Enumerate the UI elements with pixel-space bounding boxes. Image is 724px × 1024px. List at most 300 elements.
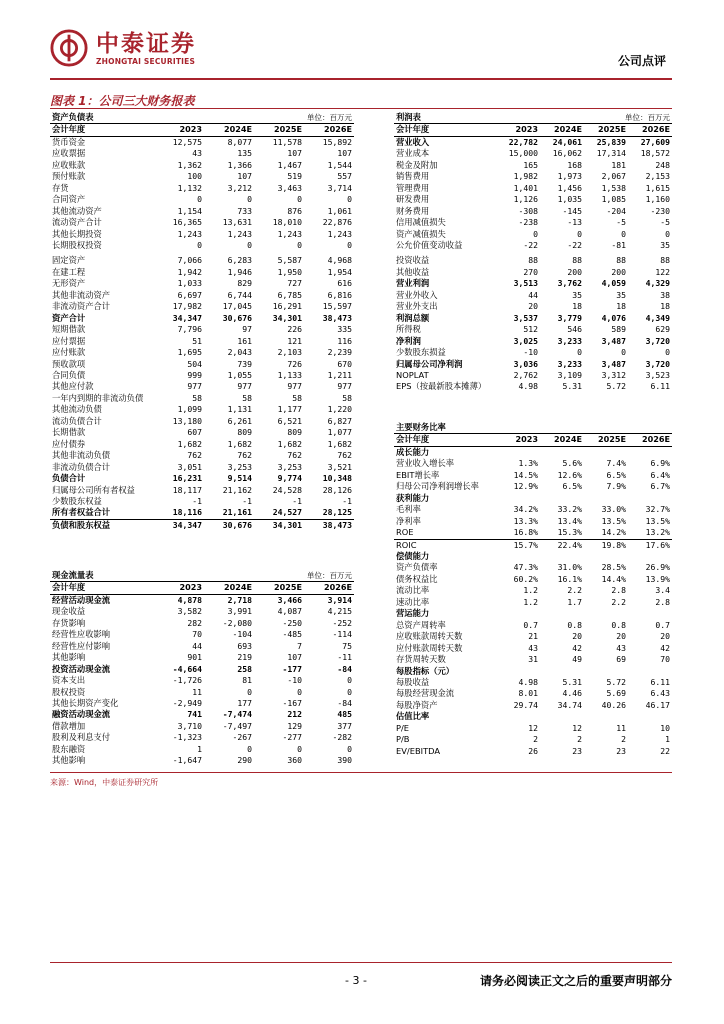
cell-value: 47.3% xyxy=(513,562,539,573)
cell-value: 1,467 xyxy=(277,159,302,170)
cell-value: 1,160 xyxy=(645,194,671,205)
row-label: 毛利率 xyxy=(396,504,421,515)
cell-value: -22 xyxy=(523,239,538,250)
cell-value: 4,087 xyxy=(277,606,302,617)
cell-value xyxy=(584,551,628,562)
cell-value: 726 xyxy=(287,358,302,369)
cell-value: -2,080 xyxy=(222,617,252,628)
table-row xyxy=(394,206,672,217)
cell-value: 876 xyxy=(287,205,302,216)
table-row xyxy=(394,148,672,159)
cell-value: 34.2% xyxy=(513,504,539,515)
column-header: 会计年度 xyxy=(394,434,500,446)
cell-value: 762 xyxy=(237,450,252,461)
cell-value: 6.7% xyxy=(650,481,671,492)
cell-value: 24,061 xyxy=(552,136,582,147)
cell-value: 589 xyxy=(611,324,626,335)
row-label: 应付账款 xyxy=(52,347,86,358)
cell-value: 1.7 xyxy=(567,596,583,607)
table-row xyxy=(50,370,354,381)
cell-value: 5.69 xyxy=(606,688,627,699)
row-label: 每股收益 xyxy=(396,676,430,687)
row-label: 货币资金 xyxy=(52,136,86,147)
table-row xyxy=(394,723,672,734)
row-label: 负债和股东权益 xyxy=(50,519,158,531)
column-header: 2024E xyxy=(204,582,254,594)
cell-value: 4,349 xyxy=(645,312,671,323)
row-label: 归母公司净利润增长率 xyxy=(396,481,479,492)
cell-value: 34.74 xyxy=(557,699,583,710)
row-label: 应收账款周转天数 xyxy=(396,631,463,642)
cell-value: 17,045 xyxy=(222,301,252,312)
row-label: 流动负债合计 xyxy=(52,415,102,426)
cell-value: 5.6% xyxy=(562,458,583,469)
table-row xyxy=(394,336,672,347)
table-row xyxy=(394,700,672,711)
table-row xyxy=(50,404,354,415)
cell-value: 19.8% xyxy=(584,539,628,551)
table-row xyxy=(50,709,354,720)
cell-value: 21,161 xyxy=(222,507,252,518)
cell-value: 616 xyxy=(337,278,353,289)
row-label: 债务权益比 xyxy=(396,573,438,584)
cell-value: 0 xyxy=(347,686,353,697)
table-row xyxy=(394,574,672,585)
row-label: 其他收益 xyxy=(396,266,430,277)
cell-value: 670 xyxy=(337,358,353,369)
cell-value: 7,066 xyxy=(177,255,202,266)
cell-value: -145 xyxy=(562,205,582,216)
table-header-row xyxy=(394,124,672,136)
cell-value: 360 xyxy=(287,755,302,766)
logo-chinese-name: 中泰证券 xyxy=(96,30,196,57)
cell-value: 15.3% xyxy=(557,527,583,538)
table-row xyxy=(394,301,672,312)
cell-value: 10 xyxy=(660,722,671,733)
cell-value: 0 xyxy=(533,228,538,239)
cell-value xyxy=(628,666,672,677)
cell-value: 177 xyxy=(237,697,252,708)
cell-value: 6.9% xyxy=(650,458,671,469)
cell-value: 977 xyxy=(237,381,252,392)
cell-value: 26.9% xyxy=(645,562,671,573)
cell-value xyxy=(628,493,672,504)
cell-value: 3,537 xyxy=(513,312,538,323)
cell-value: 2,067 xyxy=(601,171,626,182)
cell-value: -2,949 xyxy=(172,697,202,708)
cell-value: 0.8 xyxy=(611,619,627,630)
cell-value: -204 xyxy=(606,205,626,216)
cell-value: 0 xyxy=(665,228,671,239)
cell-value xyxy=(540,608,584,619)
row-label: 股权投资 xyxy=(52,686,86,697)
cell-value: 16,291 xyxy=(272,301,302,312)
cell-value xyxy=(500,551,540,562)
row-label: 营业外收入 xyxy=(396,289,438,300)
cell-value: 20 xyxy=(660,631,671,642)
cell-value: 5.31 xyxy=(562,676,583,687)
table-row xyxy=(50,267,354,278)
row-label: 利润总额 xyxy=(396,312,430,323)
cell-value xyxy=(540,666,584,677)
cell-value: 15,000 xyxy=(508,148,538,159)
cell-value: 34,347 xyxy=(172,312,202,323)
cell-value: -5 xyxy=(616,217,626,228)
row-label: 存货影响 xyxy=(52,617,86,628)
cell-value: 0 xyxy=(347,743,353,754)
cell-value: 14.2% xyxy=(601,527,627,538)
column-header: 2025E xyxy=(254,582,304,594)
table-row xyxy=(50,240,354,251)
cell-value: 25,839 xyxy=(596,136,626,147)
cell-value: -22 xyxy=(567,239,582,250)
table-row xyxy=(394,677,672,688)
column-header: 2024E xyxy=(540,124,584,136)
cell-value: 31.0% xyxy=(557,562,583,573)
cell-value xyxy=(540,446,584,458)
cell-value: 6,744 xyxy=(227,289,252,300)
cell-value: 88 xyxy=(528,255,538,266)
cell-value: 7.4% xyxy=(606,458,627,469)
cell-value: 2,103 xyxy=(277,347,302,358)
table-header-row xyxy=(50,124,354,136)
cell-value: -4,664 xyxy=(172,663,202,674)
row-label: 借款增加 xyxy=(52,720,86,731)
table-row xyxy=(394,481,672,492)
cell-value: 762 xyxy=(287,450,302,461)
column-header: 2026E xyxy=(304,582,354,594)
cell-value: 15,597 xyxy=(322,301,353,312)
cell-value: 1,099 xyxy=(177,404,202,415)
cell-value: -282 xyxy=(332,732,353,743)
row-label: 存货周转天数 xyxy=(396,654,446,665)
row-label: ROIC xyxy=(394,539,500,551)
cell-value: 3,714 xyxy=(327,182,353,193)
cell-value: 13.9% xyxy=(645,573,671,584)
row-label: 预付账款 xyxy=(52,171,86,182)
cell-value: 17,982 xyxy=(172,301,202,312)
cell-value: 21,162 xyxy=(222,484,252,495)
cell-value: 3,710 xyxy=(177,720,202,731)
cell-value: 75 xyxy=(342,640,353,651)
column-header: 会计年度 xyxy=(394,124,500,136)
cell-value: -7,474 xyxy=(222,709,252,720)
table-title: 现金流量表 xyxy=(50,570,204,582)
row-label: 获利能力 xyxy=(396,492,430,503)
cell-value: 165 xyxy=(523,159,538,170)
footer-divider xyxy=(50,962,672,963)
cell-value xyxy=(500,666,540,677)
cell-value: 629 xyxy=(655,324,671,335)
table-title: 利润表 xyxy=(394,112,540,124)
table-row xyxy=(394,620,672,631)
table-row xyxy=(394,597,672,608)
cell-value: 3,779 xyxy=(557,312,582,323)
row-label: EV/EBITDA xyxy=(396,745,441,756)
row-label: 净利润 xyxy=(396,335,421,346)
cell-value: 1,615 xyxy=(645,182,671,193)
cell-value: -10 xyxy=(523,347,538,358)
cell-value: 46.17 xyxy=(645,699,671,710)
row-label: 一年内到期的非流动负债 xyxy=(52,392,144,403)
cell-value: 1,131 xyxy=(227,404,252,415)
table-row xyxy=(50,629,354,640)
cell-value: 2.2 xyxy=(611,596,627,607)
cell-value: 335 xyxy=(337,324,353,335)
cell-value: 12.9% xyxy=(513,481,539,492)
row-label: 应付票据 xyxy=(52,335,86,346)
cell-value: 3,991 xyxy=(227,606,252,617)
row-label: 股东融资 xyxy=(52,743,86,754)
cell-value: 129 xyxy=(287,720,302,731)
table-row xyxy=(394,746,672,757)
table-row xyxy=(50,206,354,217)
cell-value: 31 xyxy=(528,654,539,665)
cell-value: 3,720 xyxy=(645,335,671,346)
cell-value: 20 xyxy=(572,631,583,642)
cell-value: 2,718 xyxy=(227,594,252,605)
table-row xyxy=(394,194,672,205)
table-row xyxy=(394,504,672,515)
cell-value: 15,892 xyxy=(322,136,353,147)
cell-value: 1,366 xyxy=(227,159,252,170)
cell-value: 9,774 xyxy=(277,473,302,484)
column-header: 2023 xyxy=(158,124,204,136)
cell-value: 557 xyxy=(337,171,353,182)
cell-value: 28,125 xyxy=(322,507,353,518)
table-row xyxy=(50,507,354,519)
table-title-row xyxy=(394,112,672,124)
table-row xyxy=(394,347,672,358)
cell-value: 6,521 xyxy=(277,415,302,426)
cell-value: 0 xyxy=(297,686,302,697)
cell-value: 270 xyxy=(523,266,538,277)
table-row xyxy=(50,381,354,392)
cell-value: 70 xyxy=(192,629,202,640)
cell-value: -485 xyxy=(282,629,302,640)
cell-value: 0 xyxy=(297,743,302,754)
cell-value: 14.4% xyxy=(601,573,627,584)
table-row xyxy=(394,551,672,562)
table-row xyxy=(50,744,354,755)
table-row xyxy=(394,160,672,171)
financial-ratios-table xyxy=(394,422,672,757)
table-row xyxy=(50,313,354,324)
table-row xyxy=(394,654,672,665)
cell-value: 809 xyxy=(237,427,252,438)
row-label: P/B xyxy=(396,734,410,745)
cell-value: 1,211 xyxy=(327,369,353,380)
row-label: 应付债券 xyxy=(52,438,86,449)
row-label: 营业收入 xyxy=(396,136,430,147)
cell-value: 8,077 xyxy=(227,136,252,147)
cell-value: -7,497 xyxy=(222,720,252,731)
cell-value: 1,942 xyxy=(177,266,202,277)
cell-value xyxy=(500,711,540,722)
cell-value: 4,329 xyxy=(645,278,671,289)
cell-value: 3,253 xyxy=(277,461,302,472)
cell-value: 107 xyxy=(237,171,252,182)
cell-value: 809 xyxy=(287,427,302,438)
cell-value: 0.8 xyxy=(567,619,583,630)
table-row xyxy=(50,229,354,240)
column-header: 2024E xyxy=(204,124,254,136)
row-label: 流动比率 xyxy=(396,585,430,596)
cell-value: 4,968 xyxy=(327,255,353,266)
cell-value: 1,035 xyxy=(557,194,582,205)
cell-value: 12.6% xyxy=(557,469,583,480)
cell-value: 1,177 xyxy=(277,404,302,415)
figure-divider xyxy=(50,108,672,109)
cell-value: 18 xyxy=(660,301,671,312)
row-label: 每股指标（元） xyxy=(396,665,455,676)
cell-value: 0 xyxy=(247,686,252,697)
cash-flow-table xyxy=(50,570,354,767)
cell-value: 741 xyxy=(187,709,202,720)
table-row xyxy=(50,393,354,404)
cell-value: 200 xyxy=(611,266,626,277)
cell-value: 6,261 xyxy=(227,415,252,426)
cell-value: 3,582 xyxy=(177,606,202,617)
cell-value: 1,695 xyxy=(177,347,202,358)
cell-value: 27,609 xyxy=(640,136,671,147)
source-divider xyxy=(50,772,672,773)
cell-value: 7 xyxy=(297,640,302,651)
row-label: 财务费用 xyxy=(396,205,430,216)
cell-value: -1,323 xyxy=(172,732,202,743)
row-label: 应付账款周转天数 xyxy=(396,642,463,653)
row-label: 所有者权益合计 xyxy=(52,507,111,518)
row-label: NOPLAT xyxy=(396,369,429,380)
table-row xyxy=(50,439,354,450)
table-row xyxy=(394,493,672,504)
cell-value: 1.3% xyxy=(518,458,539,469)
cell-value: -267 xyxy=(232,732,252,743)
cell-value: 2,153 xyxy=(645,171,671,182)
row-label: 短期借款 xyxy=(52,324,86,335)
cell-value: 24,527 xyxy=(272,507,302,518)
table-row xyxy=(394,324,672,335)
cell-value: 0 xyxy=(347,194,353,205)
row-label: 其他流动负债 xyxy=(52,404,102,415)
cell-value: 4.98 xyxy=(518,381,538,392)
table-row xyxy=(394,255,672,266)
row-label: 税金及附加 xyxy=(396,159,438,170)
cell-value xyxy=(500,446,540,458)
cell-value: -10 xyxy=(287,675,302,686)
row-label: 少数股东损益 xyxy=(396,347,446,358)
cell-value: 35 xyxy=(572,289,582,300)
table-row xyxy=(50,194,354,205)
cell-value: 1,682 xyxy=(327,438,353,449)
cell-value: 11 xyxy=(192,686,202,697)
cell-value: -250 xyxy=(282,617,302,628)
cell-value: 6.4% xyxy=(650,469,671,480)
row-label: 资产合计 xyxy=(52,312,86,323)
table-row xyxy=(50,416,354,427)
table-header-row xyxy=(394,434,672,446)
cell-value: 1,243 xyxy=(177,228,202,239)
row-label: 经营性应付影响 xyxy=(52,640,111,651)
cell-value: 3,036 xyxy=(513,358,538,369)
table-unit: 单位：百万元 xyxy=(540,112,672,124)
table-row xyxy=(394,562,672,573)
cell-value: 107 xyxy=(337,148,353,159)
table-row xyxy=(50,496,354,507)
cell-value: 546 xyxy=(567,324,582,335)
cell-value: 3,212 xyxy=(227,182,252,193)
cell-value: 161 xyxy=(237,335,252,346)
cell-value: 2,043 xyxy=(227,347,252,358)
cell-value: 258 xyxy=(237,663,252,674)
cell-value xyxy=(584,711,628,722)
cell-value: 3,466 xyxy=(277,594,302,605)
table-row xyxy=(50,148,354,159)
table-row xyxy=(394,585,672,596)
table-row xyxy=(394,631,672,642)
cell-value: 30,676 xyxy=(222,312,252,323)
table-row xyxy=(50,732,354,743)
figure-title: 图表 1：公司三大财务报表 xyxy=(50,94,195,108)
cell-value: 35 xyxy=(616,289,626,300)
cell-value: 5.31 xyxy=(562,381,582,392)
cell-value xyxy=(584,666,628,677)
table-row xyxy=(394,171,672,182)
cell-value: 33.2% xyxy=(557,504,583,515)
cell-value: 14.5% xyxy=(513,469,539,480)
cell-value: 20 xyxy=(616,631,627,642)
cell-value: 6.11 xyxy=(650,676,671,687)
cell-value: 22.4% xyxy=(540,539,584,551)
cell-value: 977 xyxy=(187,381,202,392)
cell-value: 3,051 xyxy=(177,461,202,472)
table-row xyxy=(394,470,672,481)
cell-value xyxy=(584,608,628,619)
row-label: 净利率 xyxy=(396,515,421,526)
cell-value: 1,973 xyxy=(557,171,582,182)
row-label: 每股经营现金流 xyxy=(396,688,455,699)
cell-value: 13.5% xyxy=(645,515,671,526)
table-row xyxy=(394,516,672,527)
cell-value: 12 xyxy=(528,722,539,733)
table-row xyxy=(394,446,672,458)
cell-value: 1,954 xyxy=(327,266,353,277)
cell-value: 13.4% xyxy=(557,515,583,526)
cell-value: 5,587 xyxy=(277,255,302,266)
cell-value: 2 xyxy=(533,734,539,745)
cell-value: 6,697 xyxy=(177,289,202,300)
table-row xyxy=(50,652,354,663)
row-label: 其他长期投资 xyxy=(52,228,102,239)
cell-value: 3,914 xyxy=(327,594,353,605)
cell-value: -177 xyxy=(282,663,302,674)
cell-value xyxy=(540,551,584,562)
cell-value: -1 xyxy=(242,495,252,506)
cell-value: 733 xyxy=(237,205,252,216)
row-label: 营业成本 xyxy=(396,148,430,159)
cell-value: 60.2% xyxy=(513,573,539,584)
cell-value: 1,085 xyxy=(601,194,626,205)
cell-value: 1,946 xyxy=(227,266,252,277)
table-title: 主要财务比率 xyxy=(394,422,540,434)
row-label: 公允价值变动收益 xyxy=(396,239,463,250)
cell-value: 9,514 xyxy=(227,473,252,484)
table-title: 资产负债表 xyxy=(50,112,204,124)
cell-value: 16.8% xyxy=(513,527,539,538)
table-row xyxy=(50,473,354,484)
cell-value: 10,348 xyxy=(322,473,353,484)
cell-value: 12,575 xyxy=(172,136,202,147)
